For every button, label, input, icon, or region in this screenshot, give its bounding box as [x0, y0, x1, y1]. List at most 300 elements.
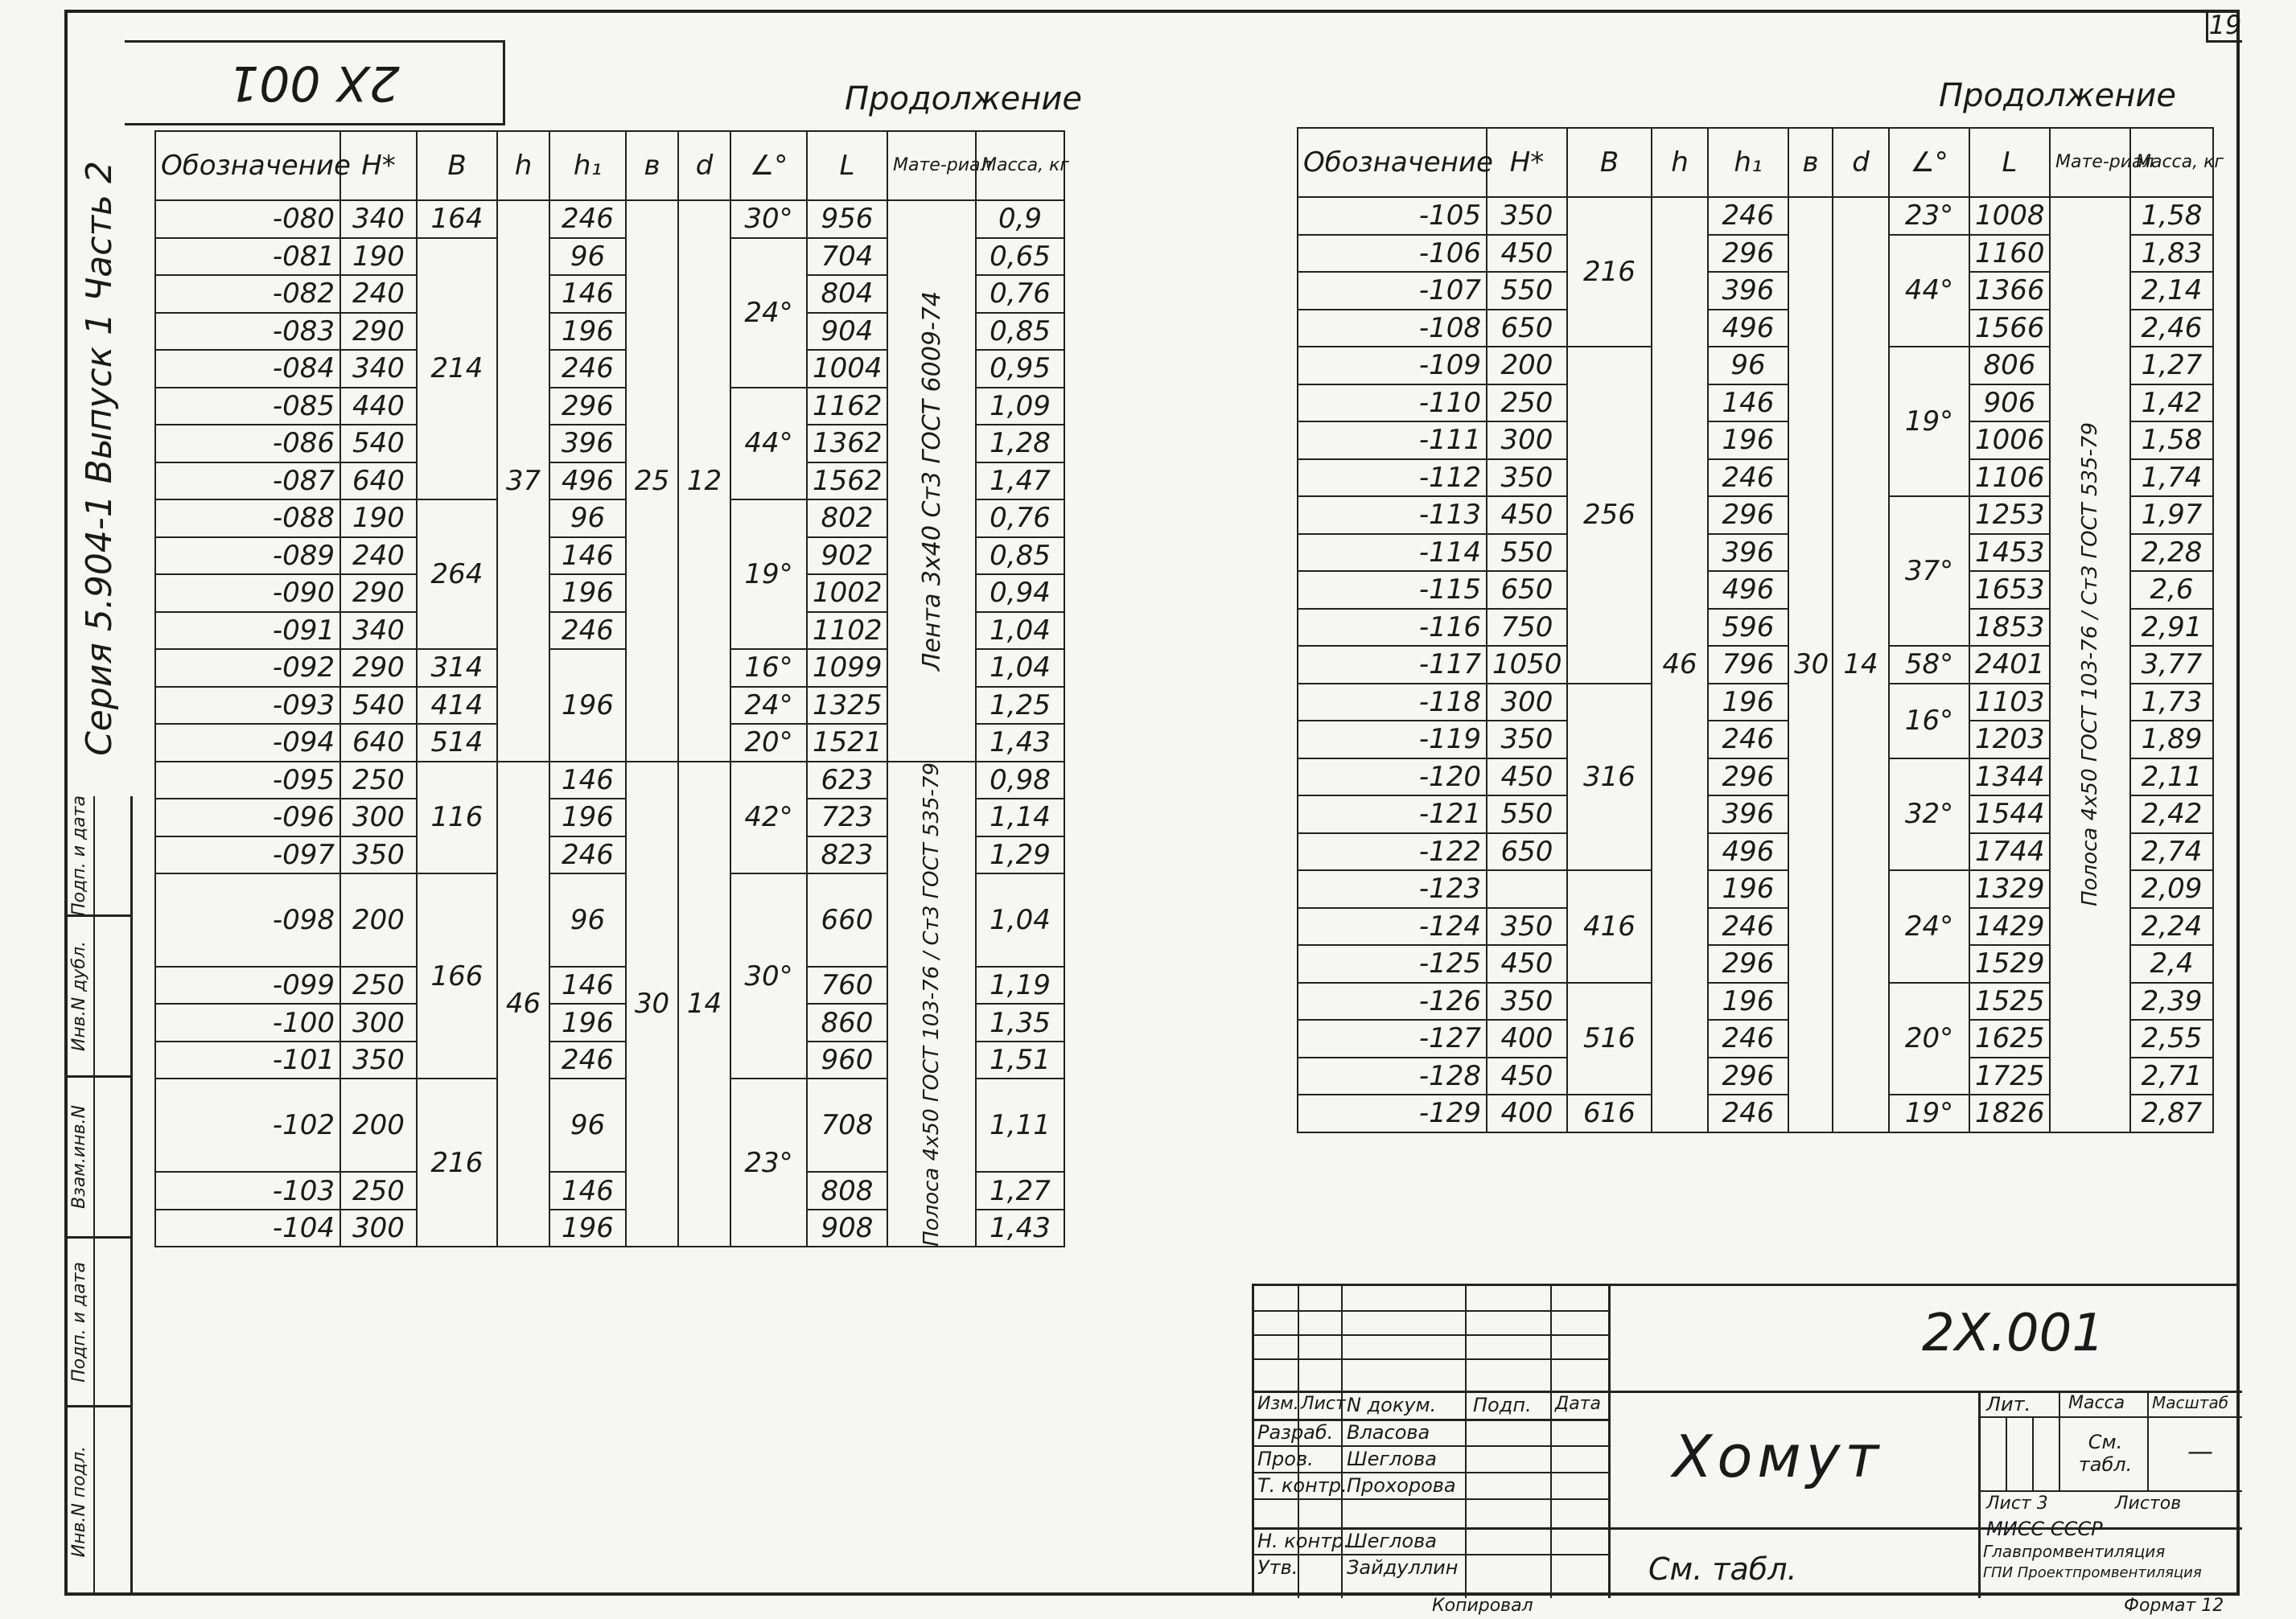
scale-label: Масштаб	[2152, 1393, 2229, 1412]
cell-mass: 1,04	[976, 612, 1064, 650]
cell-H: 250	[340, 762, 417, 799]
cell-alpha: 24°	[1889, 870, 1969, 983]
cell-code: -128	[1298, 1058, 1487, 1095]
role-razrab: Разраб.	[1257, 1421, 1334, 1444]
cell-material	[2050, 197, 2130, 1132]
cell-code: -095	[155, 762, 340, 799]
cell-H: 290	[340, 313, 417, 351]
cell-L: 1744	[1969, 833, 2050, 871]
cell-code: -108	[1298, 310, 1487, 347]
cell-L: 1362	[807, 425, 887, 462]
hdr-list: Лист	[1301, 1394, 1346, 1414]
cell-H: 1050	[1487, 646, 1567, 684]
cell-L: 1103	[1969, 684, 2050, 721]
cell-h: 46	[1652, 197, 1708, 1132]
cell-code: -094	[155, 724, 340, 762]
col-material	[887, 131, 992, 200]
cell-alpha: 42°	[730, 762, 807, 874]
sheets-label: Листов	[2115, 1494, 2182, 1514]
cell-h1: 196	[549, 799, 626, 836]
cell-mass: 1,35	[976, 1004, 1064, 1042]
cell-h1: 246	[1708, 1095, 1788, 1132]
cell-L: 723	[807, 799, 887, 836]
cell-code: -113	[1298, 496, 1487, 534]
cell-mass: 2,28	[2130, 534, 2213, 572]
side-stamp-1	[64, 796, 130, 917]
col-code: Обозначение	[1298, 128, 1487, 197]
name-razrab: Власова	[1347, 1421, 1430, 1444]
cell-mass: 0,85	[976, 537, 1064, 575]
cell-H: 300	[1487, 421, 1567, 459]
cell-code: -126	[1298, 983, 1487, 1021]
cell-H: 400	[1487, 1020, 1567, 1058]
cell-L: 1544	[1969, 795, 2050, 833]
cell-code: -088	[155, 499, 340, 537]
table-header-row	[1298, 128, 2213, 197]
cell-H: 350	[340, 836, 417, 874]
col-mass	[2130, 128, 2224, 197]
cell-mass: 0,98	[976, 762, 1064, 799]
cell-alpha: 32°	[1889, 758, 1969, 871]
cell-code: -097	[155, 836, 340, 874]
cell-h1: 296	[1708, 945, 1788, 983]
cell-L: 860	[807, 1004, 887, 1042]
cell-H: 550	[1487, 534, 1567, 572]
cell-h1: 96	[549, 873, 626, 967]
cell-code: -096	[155, 799, 340, 836]
col-mass	[976, 131, 1069, 200]
cell-H: 350	[1487, 721, 1567, 758]
side-stamp-label: Подп. и дата	[68, 1261, 89, 1383]
series-label	[71, 129, 127, 788]
cell-mass: 2,24	[2130, 908, 2213, 946]
cell-H: 440	[340, 388, 417, 425]
cell-h1: 396	[1708, 795, 1788, 833]
cell-mass: 2,39	[2130, 983, 2213, 1021]
cell-d: 12	[678, 200, 730, 762]
col-mass-text: Масса, кг	[2136, 152, 2224, 172]
right-spec-table	[1297, 127, 2224, 1133]
cell-b: 30	[626, 762, 678, 1247]
cell-mass: 1,14	[976, 799, 1064, 836]
cell-h1: 396	[549, 425, 626, 462]
col-B: B	[417, 131, 497, 200]
cell-H: 350	[1487, 983, 1567, 1021]
cell-L: 1529	[1969, 945, 2050, 983]
name-utv: Зайдуллин	[1347, 1556, 1459, 1579]
mass-value: См. табл.	[2078, 1431, 2133, 1476]
cell-H: 240	[340, 275, 417, 313]
cell-h1: 146	[549, 967, 626, 1005]
cell-mass: 1,89	[2130, 721, 2213, 758]
cell-H	[1487, 870, 1567, 908]
cell-alpha: 19°	[1889, 1095, 1969, 1132]
cell-code: -083	[155, 313, 340, 351]
cell-mass: 2,87	[2130, 1095, 2213, 1132]
cell-h1: 296	[1708, 1058, 1788, 1095]
cell-mass: 2,71	[2130, 1058, 2213, 1095]
cell-code: -085	[155, 388, 340, 425]
cell-L: 1453	[1969, 534, 2050, 572]
cell-H: 750	[1487, 609, 1567, 647]
side-stamp-column	[64, 796, 133, 1596]
cell-B: 514	[417, 724, 497, 762]
col-L: L	[1969, 128, 2050, 197]
cell-H: 450	[1487, 1058, 1567, 1095]
cell-alpha: 44°	[1889, 235, 1969, 347]
cell-mass: 1,27	[976, 1172, 1064, 1210]
side-stamp-3	[64, 1078, 130, 1239]
cell-code: -117	[1298, 646, 1487, 684]
cell-mass: 0,94	[976, 574, 1064, 612]
cell-code: -082	[155, 275, 340, 313]
cell-h1: 296	[1708, 758, 1788, 796]
cell-mass: 1,58	[2130, 421, 2213, 459]
cell-H: 250	[1487, 384, 1567, 422]
cell-alpha: 20°	[730, 724, 807, 762]
cell-h1: 296	[1708, 496, 1788, 534]
cell-mass: 0,95	[976, 350, 1064, 388]
cell-L: 802	[807, 499, 887, 537]
side-stamp-label: Подп. и дата	[68, 795, 89, 916]
cell-code: -081	[155, 238, 340, 276]
cell-L: 2401	[1969, 646, 2050, 684]
cell-B: 214	[417, 238, 497, 500]
cell-H: 200	[340, 1079, 417, 1172]
cell-h1: 96	[1708, 347, 1788, 384]
cell-L: 760	[807, 967, 887, 1005]
cell-H: 540	[340, 687, 417, 725]
side-stamp-2	[64, 917, 130, 1078]
scale-value: —	[2187, 1436, 2213, 1466]
cell-alpha: 44°	[730, 388, 807, 500]
cell-H: 300	[340, 1210, 417, 1247]
cell-H: 450	[1487, 758, 1567, 796]
doc-code-top	[125, 40, 505, 125]
cell-L: 1004	[807, 350, 887, 388]
col-B: B	[1567, 128, 1652, 197]
cell-h1: 196	[1708, 870, 1788, 908]
cell-h1: 246	[1708, 1020, 1788, 1058]
cell-h1: 246	[549, 836, 626, 874]
cell-code: -103	[155, 1172, 340, 1210]
cell-mass: 2,09	[2130, 870, 2213, 908]
page-number: 19	[2206, 10, 2242, 43]
cell-L: 1429	[1969, 908, 2050, 946]
cell-h1: 246	[549, 1042, 626, 1079]
hdr-podp: Подп.	[1473, 1394, 1532, 1416]
cell-L: 1203	[1969, 721, 2050, 758]
cell-B: 116	[417, 762, 497, 874]
cell-h1: 496	[1708, 571, 1788, 609]
cell-L: 1102	[807, 612, 887, 650]
cell-H: 540	[340, 425, 417, 462]
cell-mass: 0,65	[976, 238, 1064, 276]
cell-L: 623	[807, 762, 887, 799]
cell-h1: 196	[1708, 421, 1788, 459]
cell-h1: 496	[549, 462, 626, 500]
cell-L: 1106	[1969, 459, 2050, 497]
cell-L: 906	[1969, 384, 2050, 422]
cell-H: 450	[1487, 235, 1567, 273]
side-stamp-label: Взам.инв.N	[68, 1105, 89, 1209]
left-spec-table	[154, 130, 1069, 1247]
org-name: МИСС СССР	[1986, 1518, 2103, 1540]
cell-mass: 1,29	[976, 836, 1064, 874]
cell-material-text: Полоса 4x50 ГОСТ 103-76 / Ст3 ГОСТ 535-79	[920, 762, 944, 1247]
cell-mass: 1,42	[2130, 384, 2213, 422]
col-material-text: Мате-риал	[893, 155, 992, 175]
cell-L: 708	[807, 1079, 887, 1172]
cell-code: -101	[155, 1042, 340, 1079]
col-h: h	[1652, 128, 1708, 197]
cell-B: 516	[1567, 983, 1652, 1095]
title-block	[1252, 1284, 2240, 1596]
cell-mass: 0,76	[976, 275, 1064, 313]
col-d: d	[1833, 128, 1889, 197]
cell-H: 300	[340, 1004, 417, 1042]
table-row	[155, 762, 1064, 799]
col-material-text: Мате-риал	[2055, 152, 2154, 172]
name-nkontr: Шеглова	[1347, 1530, 1437, 1552]
cell-L: 1525	[1969, 983, 2050, 1021]
cell-code: -087	[155, 462, 340, 500]
name-prov: Шеглова	[1347, 1448, 1437, 1470]
cell-mass: 0,76	[976, 499, 1064, 537]
cell-code: -080	[155, 200, 340, 238]
col-d: d	[678, 131, 730, 200]
cell-mass: 1,28	[976, 425, 1064, 462]
cell-L: 960	[807, 1042, 887, 1079]
cell-H: 200	[340, 873, 417, 967]
cell-H: 650	[1487, 571, 1567, 609]
col-h: h	[497, 131, 549, 200]
cell-B: 264	[417, 499, 497, 649]
cell-L: 1521	[807, 724, 887, 762]
cell-mass: 1,19	[976, 967, 1064, 1005]
name-tkontr: Прохорова	[1347, 1474, 1456, 1497]
cell-L: 1006	[1969, 421, 2050, 459]
cell-h1: 196	[1708, 983, 1788, 1021]
col-mass-text: Масса, кг	[981, 155, 1069, 175]
cell-H: 350	[1487, 197, 1567, 235]
cell-h1: 246	[549, 350, 626, 388]
series-text: Серия 5.904-1 Выпуск 1 Часть 2	[78, 161, 120, 756]
cell-code: -100	[155, 1004, 340, 1042]
cell-L: 1366	[1969, 272, 2050, 310]
col-b: в	[1788, 128, 1833, 197]
cell-code: -112	[1298, 459, 1487, 497]
cell-code: -115	[1298, 571, 1487, 609]
cell-mass: 1,97	[2130, 496, 2213, 534]
cell-code: -121	[1298, 795, 1487, 833]
cell-code: -111	[1298, 421, 1487, 459]
cell-B: 216	[1567, 197, 1652, 347]
cell-H: 650	[1487, 310, 1567, 347]
cell-H: 190	[340, 499, 417, 537]
cell-d: 14	[1833, 197, 1889, 1132]
cell-H: 300	[1487, 684, 1567, 721]
cell-mass: 1,47	[976, 462, 1064, 500]
cell-h: 46	[497, 762, 549, 1247]
cell-code: -105	[1298, 197, 1487, 235]
cell-mass: 1,04	[976, 649, 1064, 687]
cell-B: 256	[1567, 347, 1652, 684]
cell-H: 290	[340, 649, 417, 687]
continuation-label-right: Продолжение	[1939, 77, 2177, 114]
cell-h1: 246	[1708, 459, 1788, 497]
org-name-3: ГПИ Проектпромвентиляция	[1983, 1564, 2202, 1581]
cell-mass: 2,4	[2130, 945, 2213, 983]
col-b: в	[626, 131, 678, 200]
cell-H: 340	[340, 350, 417, 388]
cell-mass: 1,51	[976, 1042, 1064, 1079]
sheet-label: Лист 3	[1986, 1494, 2048, 1514]
hdr-izm: Изм.	[1257, 1394, 1299, 1414]
cell-L: 1826	[1969, 1095, 2050, 1132]
cell-H: 340	[340, 200, 417, 238]
hdr-data: Дата	[1555, 1394, 1601, 1414]
cell-h1: 146	[549, 275, 626, 313]
cell-h1: 146	[549, 1172, 626, 1210]
cell-code: -123	[1298, 870, 1487, 908]
cell-alpha: 30°	[730, 200, 807, 238]
cell-h1: 146	[549, 762, 626, 799]
cell-h1: 796	[1708, 646, 1788, 684]
cell-B: 416	[1567, 870, 1652, 983]
cell-H: 400	[1487, 1095, 1567, 1132]
cell-L: 660	[807, 873, 887, 967]
cell-h1: 596	[1708, 609, 1788, 647]
cell-h1: 246	[1708, 908, 1788, 946]
cell-code: -109	[1298, 347, 1487, 384]
cell-mass: 1,43	[976, 724, 1064, 762]
cell-code: -093	[155, 687, 340, 725]
cell-L: 1325	[807, 687, 887, 725]
cell-mass: 1,58	[2130, 197, 2213, 235]
cell-h1: 496	[1708, 833, 1788, 871]
cell-h1: 146	[549, 537, 626, 575]
side-stamp-5	[64, 1407, 130, 1596]
mass-label: Масса	[2068, 1393, 2125, 1413]
cell-L: 904	[807, 313, 887, 351]
cell-code: -090	[155, 574, 340, 612]
cell-L: 823	[807, 836, 887, 874]
cell-L: 1160	[1969, 235, 2050, 273]
cell-H: 450	[1487, 496, 1567, 534]
cell-alpha: 19°	[730, 499, 807, 649]
role-tkontr: Т. контр.	[1257, 1474, 1348, 1497]
cell-H: 240	[340, 537, 417, 575]
cell-code: -110	[1298, 384, 1487, 422]
cell-L: 1253	[1969, 496, 2050, 534]
cell-L: 1653	[1969, 571, 2050, 609]
cell-mass: 0,9	[976, 200, 1064, 238]
cell-B: 216	[417, 1079, 497, 1247]
cell-H: 200	[1487, 347, 1567, 384]
cell-h1: 96	[549, 499, 626, 537]
cell-L: 704	[807, 238, 887, 276]
table-row	[1298, 197, 2213, 235]
side-stamp-label: Инв.N подл.	[68, 1445, 89, 1558]
cell-h1: 396	[1708, 272, 1788, 310]
cell-h1: 96	[549, 238, 626, 276]
role-prov: Пров.	[1257, 1448, 1314, 1470]
cell-mass: 2,46	[2130, 310, 2213, 347]
cell-code: -127	[1298, 1020, 1487, 1058]
side-stamp-4	[64, 1239, 130, 1407]
cell-mass: 3,77	[2130, 646, 2213, 684]
cell-H: 650	[1487, 833, 1567, 871]
cell-L: 956	[807, 200, 887, 238]
table-row	[155, 200, 1064, 238]
format-label: Формат 12	[2124, 1596, 2224, 1616]
cell-alpha: 24°	[730, 687, 807, 725]
cell-H: 340	[340, 612, 417, 650]
cell-B: 616	[1567, 1095, 1652, 1132]
cell-h1: 296	[1708, 235, 1788, 273]
cell-mass: 2,74	[2130, 833, 2213, 871]
cell-code: -084	[155, 350, 340, 388]
cell-code: -119	[1298, 721, 1487, 758]
cell-h1: 96	[549, 1079, 626, 1172]
col-code: Обозначение	[155, 131, 340, 200]
cell-L: 908	[807, 1210, 887, 1247]
cell-code: -098	[155, 873, 340, 967]
cell-h1: 246	[549, 612, 626, 650]
cell-mass: 2,91	[2130, 609, 2213, 647]
cell-H: 300	[340, 799, 417, 836]
cell-h1: 196	[549, 574, 626, 612]
col-H: H*	[340, 131, 417, 200]
cell-mass: 2,6	[2130, 571, 2213, 609]
cell-alpha: 16°	[1889, 684, 1969, 758]
col-alpha: ∠°	[730, 131, 807, 200]
cell-H: 350	[340, 1042, 417, 1079]
cell-L: 1625	[1969, 1020, 2050, 1058]
cell-h1: 196	[549, 313, 626, 351]
cell-material	[887, 200, 976, 762]
title-mass-note: См. табл.	[1648, 1551, 1797, 1587]
cell-B: 316	[1567, 684, 1652, 871]
cell-H: 550	[1487, 272, 1567, 310]
cell-mass: 2,14	[2130, 272, 2213, 310]
cell-L: 1002	[807, 574, 887, 612]
cell-alpha: 23°	[730, 1079, 807, 1247]
cell-material-text: Лента 3x40 Ст3 ГОСТ 6009-74	[917, 290, 946, 671]
cell-b: 30	[1788, 197, 1833, 1132]
cell-code: -129	[1298, 1095, 1487, 1132]
col-h1: h₁	[549, 131, 626, 200]
cell-code: -089	[155, 537, 340, 575]
doc-code-top-text: 2X 001	[228, 55, 400, 111]
cell-H: 250	[340, 967, 417, 1005]
cell-H: 450	[1487, 945, 1567, 983]
cell-h1: 396	[1708, 534, 1788, 572]
cell-d: 14	[678, 762, 730, 1247]
cell-code: -125	[1298, 945, 1487, 983]
cell-h1: 196	[549, 1210, 626, 1247]
cell-code: -086	[155, 425, 340, 462]
cell-code: -124	[1298, 908, 1487, 946]
cell-L: 1562	[807, 462, 887, 500]
cell-code: -092	[155, 649, 340, 687]
cell-h1: 196	[549, 1004, 626, 1042]
cell-H: 350	[1487, 908, 1567, 946]
cell-H: 290	[340, 574, 417, 612]
cell-material	[887, 762, 976, 1247]
cell-L: 1566	[1969, 310, 2050, 347]
